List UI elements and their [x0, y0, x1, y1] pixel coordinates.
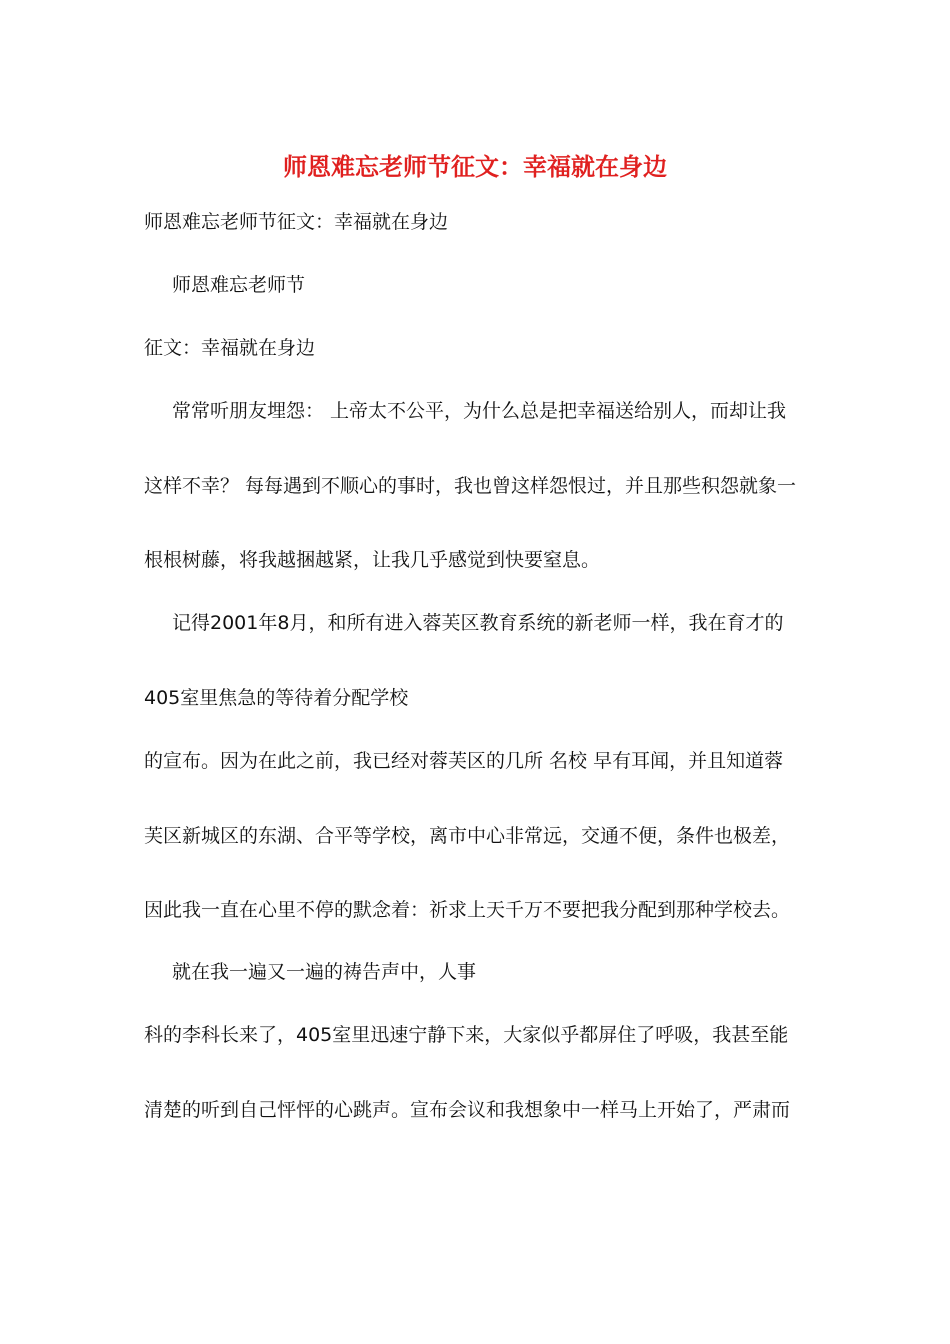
body-line-2: 师恩难忘老师节 — [172, 274, 306, 296]
body-line-13: 科的李科长来了，405室里迅速宁静下来，大家似乎都屏住了呼吸，我甚至能 — [144, 1024, 789, 1046]
body-line-1: 师恩难忘老师节征文：幸福就在身边 — [144, 211, 449, 233]
body-line-14: 清楚的听到自己怦怦的心跳声。宣布会议和我想象中一样马上开始了，严肃而 — [144, 1099, 791, 1121]
body-line-5: 这样不幸？ 每每遇到不顺心的事时，我也曾这样怨恨过，并且那些积怨就象一 — [144, 475, 797, 497]
body-line-11: 因此我一直在心里不停的默念着：祈求上天千万不要把我分配到那种学校去。 — [144, 899, 791, 921]
body-line-10: 芙区新城区的东湖、合平等学校，离市中心非常远，交通不便，条件也极差， — [144, 825, 791, 847]
body-line-6: 根根树藤，将我越捆越紧，让我几乎感觉到快要窒息。 — [144, 549, 601, 571]
document-title: 师恩难忘老师节征文：幸福就在身边 — [283, 153, 667, 181]
body-line-4: 常常听朋友埋怨： 上帝太不公平，为什么总是把幸福送给别人，而却让我 — [172, 400, 787, 422]
body-line-3: 征文：幸福就在身边 — [144, 337, 316, 359]
body-line-9: 的宣布。因为在此之前，我已经对蓉芙区的几所 名校 早有耳闻，并且知道蓉 — [144, 750, 784, 772]
body-line-7: 记得2001年8月，和所有进入蓉芙区教育系统的新老师一样，我在育才的 — [172, 612, 784, 634]
body-line-8: 405室里焦急的等待着分配学校 — [144, 687, 409, 709]
body-line-12: 就在我一遍又一遍的祷告声中，人事 — [172, 961, 477, 983]
